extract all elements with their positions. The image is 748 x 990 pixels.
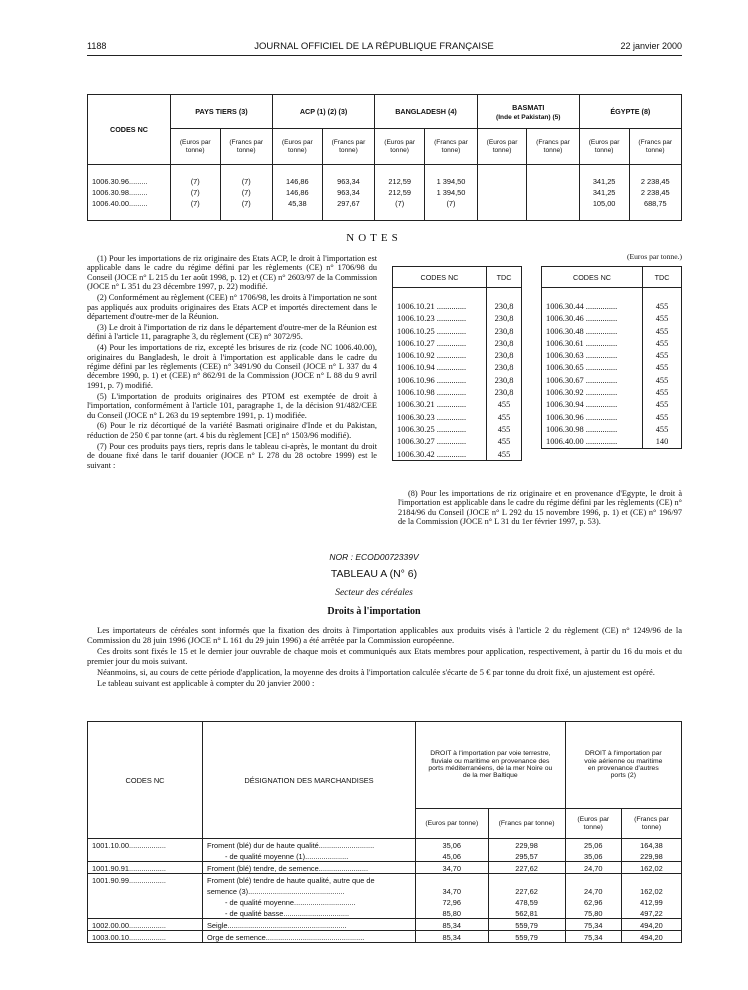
page-number: 1188: [87, 41, 107, 51]
unit-francs: (Francs par tonne): [488, 809, 565, 839]
value-cell: 1 394,50: [425, 187, 478, 198]
unit-francs: (Francs par tonne): [220, 129, 272, 165]
unit-francs: (Francs par tonne): [527, 129, 579, 165]
note-3: (3) Le droit à l'importation de riz dans le département d'outre-mer de la Réunion est défini à l'article 11, paragraphe 3, du règlement (CE) n° 3072/95.: [87, 322, 377, 342]
value-cell: [527, 198, 579, 209]
value-cell: 146,86: [272, 176, 322, 187]
droit-terrestre-header: DROIT à l'importation par voie terrestre, fluviale ou maritime en provenance des ports méditerranéens, de la mer Noire ou de la mer Baltique: [416, 722, 566, 809]
table-row: 1006.30.63 ............... 455: [542, 349, 682, 361]
note-1: (1) Pour les importations de riz originaire des Etats ACP, le droit à l'importation est applicable dans le cadre du régime défini par les règlements (CE) n° 1706/98 du Conseil (JOCE n° L 215 du 1er août 1998, p. 12) et (CE) n° 2603/97 de la Commission (JOCE n° L 351 du 23 décembre 1997, p. 22) modifié.: [87, 254, 377, 292]
value-cell: [527, 187, 579, 198]
nor-reference: NOR : ECOD0072339V: [329, 552, 419, 562]
group-header: ÉGYPTE (8): [579, 95, 681, 129]
basmati-sub: (Inde et Pakistan) (5): [496, 113, 561, 121]
unit-francs: (Francs par tonne): [322, 129, 374, 165]
header-rule: [87, 55, 682, 56]
code-cell: 1006.30.96.........: [88, 176, 171, 187]
value-cell: (7): [220, 176, 272, 187]
table-row: 1006.30.25 .............. 455: [393, 423, 522, 435]
issue-date: 22 janvier 2000: [620, 41, 682, 51]
table-row: 1006.10.23 .............. 230,8: [393, 313, 522, 325]
value-cell: [477, 187, 527, 198]
unit-francs: (Francs par tonne): [425, 129, 478, 165]
table-row: 1001.10.00.................. Froment (blé) dur de haute qualité........................... 35,06 229,98 25,06 164,38: [88, 839, 682, 851]
table-row: 1006.30.27 .............. 455: [393, 436, 522, 448]
table-row: 1006.30.65 ............... 455: [542, 362, 682, 374]
col-tdc: TDC: [643, 267, 682, 288]
table-row: semence (3)............................................... 34,70 227,62 24,70 162,02: [88, 885, 682, 896]
table-row: 1006.30.61 ............... 455: [542, 337, 682, 349]
journal-title: JOURNAL OFFICIEL DE LA RÉPUBLIQUE FRANÇAISE: [254, 41, 494, 52]
value-cell: 341,25: [579, 176, 629, 187]
tdc-unit-note: (Euros par tonne.): [626, 252, 682, 261]
value-cell: [477, 198, 527, 209]
value-cell: (7): [220, 198, 272, 209]
value-cell: [527, 176, 579, 187]
basmati-label: BASMATI: [512, 102, 545, 112]
table-row: 1006.10.92 .............. 230,8: [393, 349, 522, 361]
note-2: (2) Conformément au règlement (CEE) n° 1706/98, les droits à l'importation ne sont pas appliqués aux produits originaires des Etats ACP et importés directement dans le département d'outre-mer de la Réunion.: [87, 293, 377, 321]
tdc-table-right: [541, 266, 682, 449]
table-row: - de qualité basse................................ 85,80 562,81 75,80 497,22: [88, 907, 682, 919]
unit-euros: (Euros par tonne): [171, 129, 221, 165]
paragraph: Les importateurs de céréales sont informés que la fixation des droits à l'importation applicables aux produits visés à l'article 2 du règlement (CE) n° 1249/96 de la Commission du 28 juin 1996 (JOCE n° L 161 du 29 juin 1996) a été arrêtée par la Commission européenne.: [87, 625, 682, 645]
value-cell: [477, 176, 527, 187]
secteur-label: Secteur des céréales: [335, 588, 413, 598]
value-cell: 45,38: [272, 198, 322, 209]
value-cell: (7): [220, 187, 272, 198]
paragraph: Ces droits sont fixés le 15 et le dernier jour ouvrable de chaque mois et communiqués aux Etats membres pour application, respectivement, à partir du 16 du mois et du premier jour du mois suivant.: [87, 646, 682, 666]
table-row: 1003.00.10.................. Orge de semence................................................ 85,34 559,79 75,34 494,20: [88, 931, 682, 943]
group-header: [477, 95, 579, 129]
value-cell: 2 238,45: [629, 176, 681, 187]
value-cell: (7): [375, 198, 425, 209]
table-row: 1006.10.98 .............. 230,8: [393, 386, 522, 398]
table-row: 1006.10.96 .............. 230,8: [393, 374, 522, 386]
table-row: [88, 198, 682, 209]
table-row: 1006.30.67 ............... 455: [542, 374, 682, 386]
value-cell: 963,34: [322, 176, 374, 187]
value-cell: (7): [171, 176, 221, 187]
note-5: (5) L'importation de produits originaires des PTOM est exemptée de droit à l'importation, conformément à l'article 101, paragraphe 1, de la décision 91/482/CEE du Conseil (JOCE n° L 263 du 19 septembre 1991, p. 1) modifiée.: [87, 391, 377, 420]
cereal-import-duties-table: [87, 721, 682, 943]
table-row: [88, 176, 682, 187]
codes-nc-header: CODES NC: [88, 95, 171, 165]
value-cell: (7): [171, 187, 221, 198]
table-row: 1006.30.94 ............... 455: [542, 399, 682, 411]
code-cell: 1006.30.98.........: [88, 187, 171, 198]
value-cell: 212,59: [375, 176, 425, 187]
note-8: (8) Pour les importations de riz originaire et en provenance d'Egypte, le droit à l'importation est applicable dans le cadre du régime défini par les règlements (CE) n° 2184/96 du Conseil (JOCE n° L 292 du 15 novembre 1996, p. 1) et (CE) n° 196/97 de la Commission (JOCE n° L 31 du 1er février 1997, p. 53).: [398, 489, 682, 527]
value-cell: 688,75: [629, 198, 681, 209]
value-cell: 963,34: [322, 187, 374, 198]
table-row: 1006.10.21 .............. 230,8: [393, 300, 522, 312]
paragraph: Le tableau suivant est applicable à compter du 20 janvier 2000 :: [97, 678, 315, 688]
table-row: 1006.30.98 ............... 455: [542, 423, 682, 435]
table-row: 1006.30.48 ............... 455: [542, 325, 682, 337]
droit-aerien-header: DROIT à l'importation par voie aérienne ou maritime en provenance d'autres ports (2): [565, 722, 681, 809]
rice-import-duties-table: [87, 94, 682, 221]
value-cell: 146,86: [272, 187, 322, 198]
table-row: 1006.30.46 ............... 455: [542, 313, 682, 325]
value-cell: 2 238,45: [629, 187, 681, 198]
notes-left-column: [87, 254, 377, 471]
table-row: 1006.10.25 .............. 230,8: [393, 325, 522, 337]
table-row: [88, 187, 682, 198]
group-header: PAYS TIERS (3): [171, 95, 273, 129]
table-row: 1006.30.96 ............... 455: [542, 411, 682, 423]
table-row: 1002.00.00.................. Seigle.......................................................... 85,34 559,79 75,34 494,20: [88, 919, 682, 931]
unit-francs: (Francs par tonne): [629, 129, 681, 165]
table-row: 1006.40.00 ............... 140: [542, 436, 682, 449]
tableau-title: TABLEAU A (N° 6): [330, 568, 418, 580]
table-row: 1006.30.92 ............... 455: [542, 386, 682, 398]
paragraph: Néanmoins, si, au cours de cette période d'application, la moyenne des droits à l'importation calculée s'écarte de 5 € par tonne du droit fixé, un ajustement est opéré.: [97, 667, 655, 677]
table-row: 1006.30.42 .............. 455: [393, 448, 522, 461]
codes-nc-header: CODES NC: [88, 722, 203, 839]
col-codes: CODES NC: [542, 267, 643, 288]
value-cell: 341,25: [579, 187, 629, 198]
code-cell: 1006.40.00.........: [88, 198, 171, 209]
table-row: - de qualité moyenne (1)..................... 45,06 295,57 35,06 229,98: [88, 850, 682, 862]
table-row: 1006.30.23 .............. 455: [393, 411, 522, 423]
col-tdc: TDC: [487, 267, 522, 288]
group-header: BANGLADESH (4): [375, 95, 478, 129]
unit-euros: (Euros par tonne): [272, 129, 322, 165]
value-cell: (7): [171, 198, 221, 209]
table-row: 1001.90.91.................. Froment (blé) tendre, de semence........................ 34,70 227,62 24,70 162,02: [88, 862, 682, 874]
table-row: - de qualité moyenne.............................. 72,96 478,59 62,96 412,99: [88, 896, 682, 907]
table-row: 1001.90.99.................. Froment (blé) tendre de haute qualité, autre que de: [88, 874, 682, 886]
group-header: ACP (1) (2) (3): [272, 95, 374, 129]
section-body: [87, 625, 682, 689]
table-row: 1006.10.94 .............. 230,8: [393, 362, 522, 374]
value-cell: 1 394,50: [425, 176, 478, 187]
value-cell: (7): [425, 198, 478, 209]
unit-euros: (Euros par tonne): [477, 129, 527, 165]
value-cell: 297,67: [322, 198, 374, 209]
note-4: (4) Pour les importations de riz, excepté les brisures de riz (code NC 1006.40.00), originaires du Bangladesh, le droit à l'importation est applicable dans le cadre du régime défini par les règlements (CEE) n° 3491/90 du Conseil (JOCE n° L 337 du 4 décembre 1990, p. 1) et (CEE) n° 862/91 de la Commission (JOCE n° L 88 du 9 avril 1991, p. 7) modifié.: [87, 343, 377, 390]
unit-euros: (Euros par tonne): [416, 809, 489, 839]
table-row: 1006.30.44 ............... 455: [542, 300, 682, 312]
table-row: 1006.10.27 .............. 230,8: [393, 337, 522, 349]
section-heading: Droits à l'importation: [327, 606, 421, 617]
col-codes: CODES NC: [393, 267, 487, 288]
designation-header: DÉSIGNATION DES MARCHANDISES: [203, 722, 416, 839]
table-row: 1006.30.21 .............. 455: [393, 399, 522, 411]
note-7: (7) Pour ces produits pays tiers, repris dans le tableau ci-après, le montant du droit de douane fixé dans le tarif douanier (JOCE n° L 278 du 28 octobre 1999) est le suivant :: [87, 441, 377, 470]
value-cell: 105,00: [579, 198, 629, 209]
value-cell: 212,59: [375, 187, 425, 198]
unit-francs: (Francs par tonne): [621, 809, 681, 839]
tdc-table-left: [392, 266, 522, 461]
unit-euros: (Euros par tonne): [579, 129, 629, 165]
unit-euros: (Euros par tonne): [565, 809, 621, 839]
note-6: (6) Pour le riz décortiqué de la variété Basmati originaire d'Inde et du Pakistan, réduction de 250 € par tonne (art. 4 bis du règlement [CE] n° 1503/96 modifié).: [87, 421, 377, 440]
unit-euros: (Euros par tonne): [375, 129, 425, 165]
notes-title: NOTES: [346, 232, 402, 244]
